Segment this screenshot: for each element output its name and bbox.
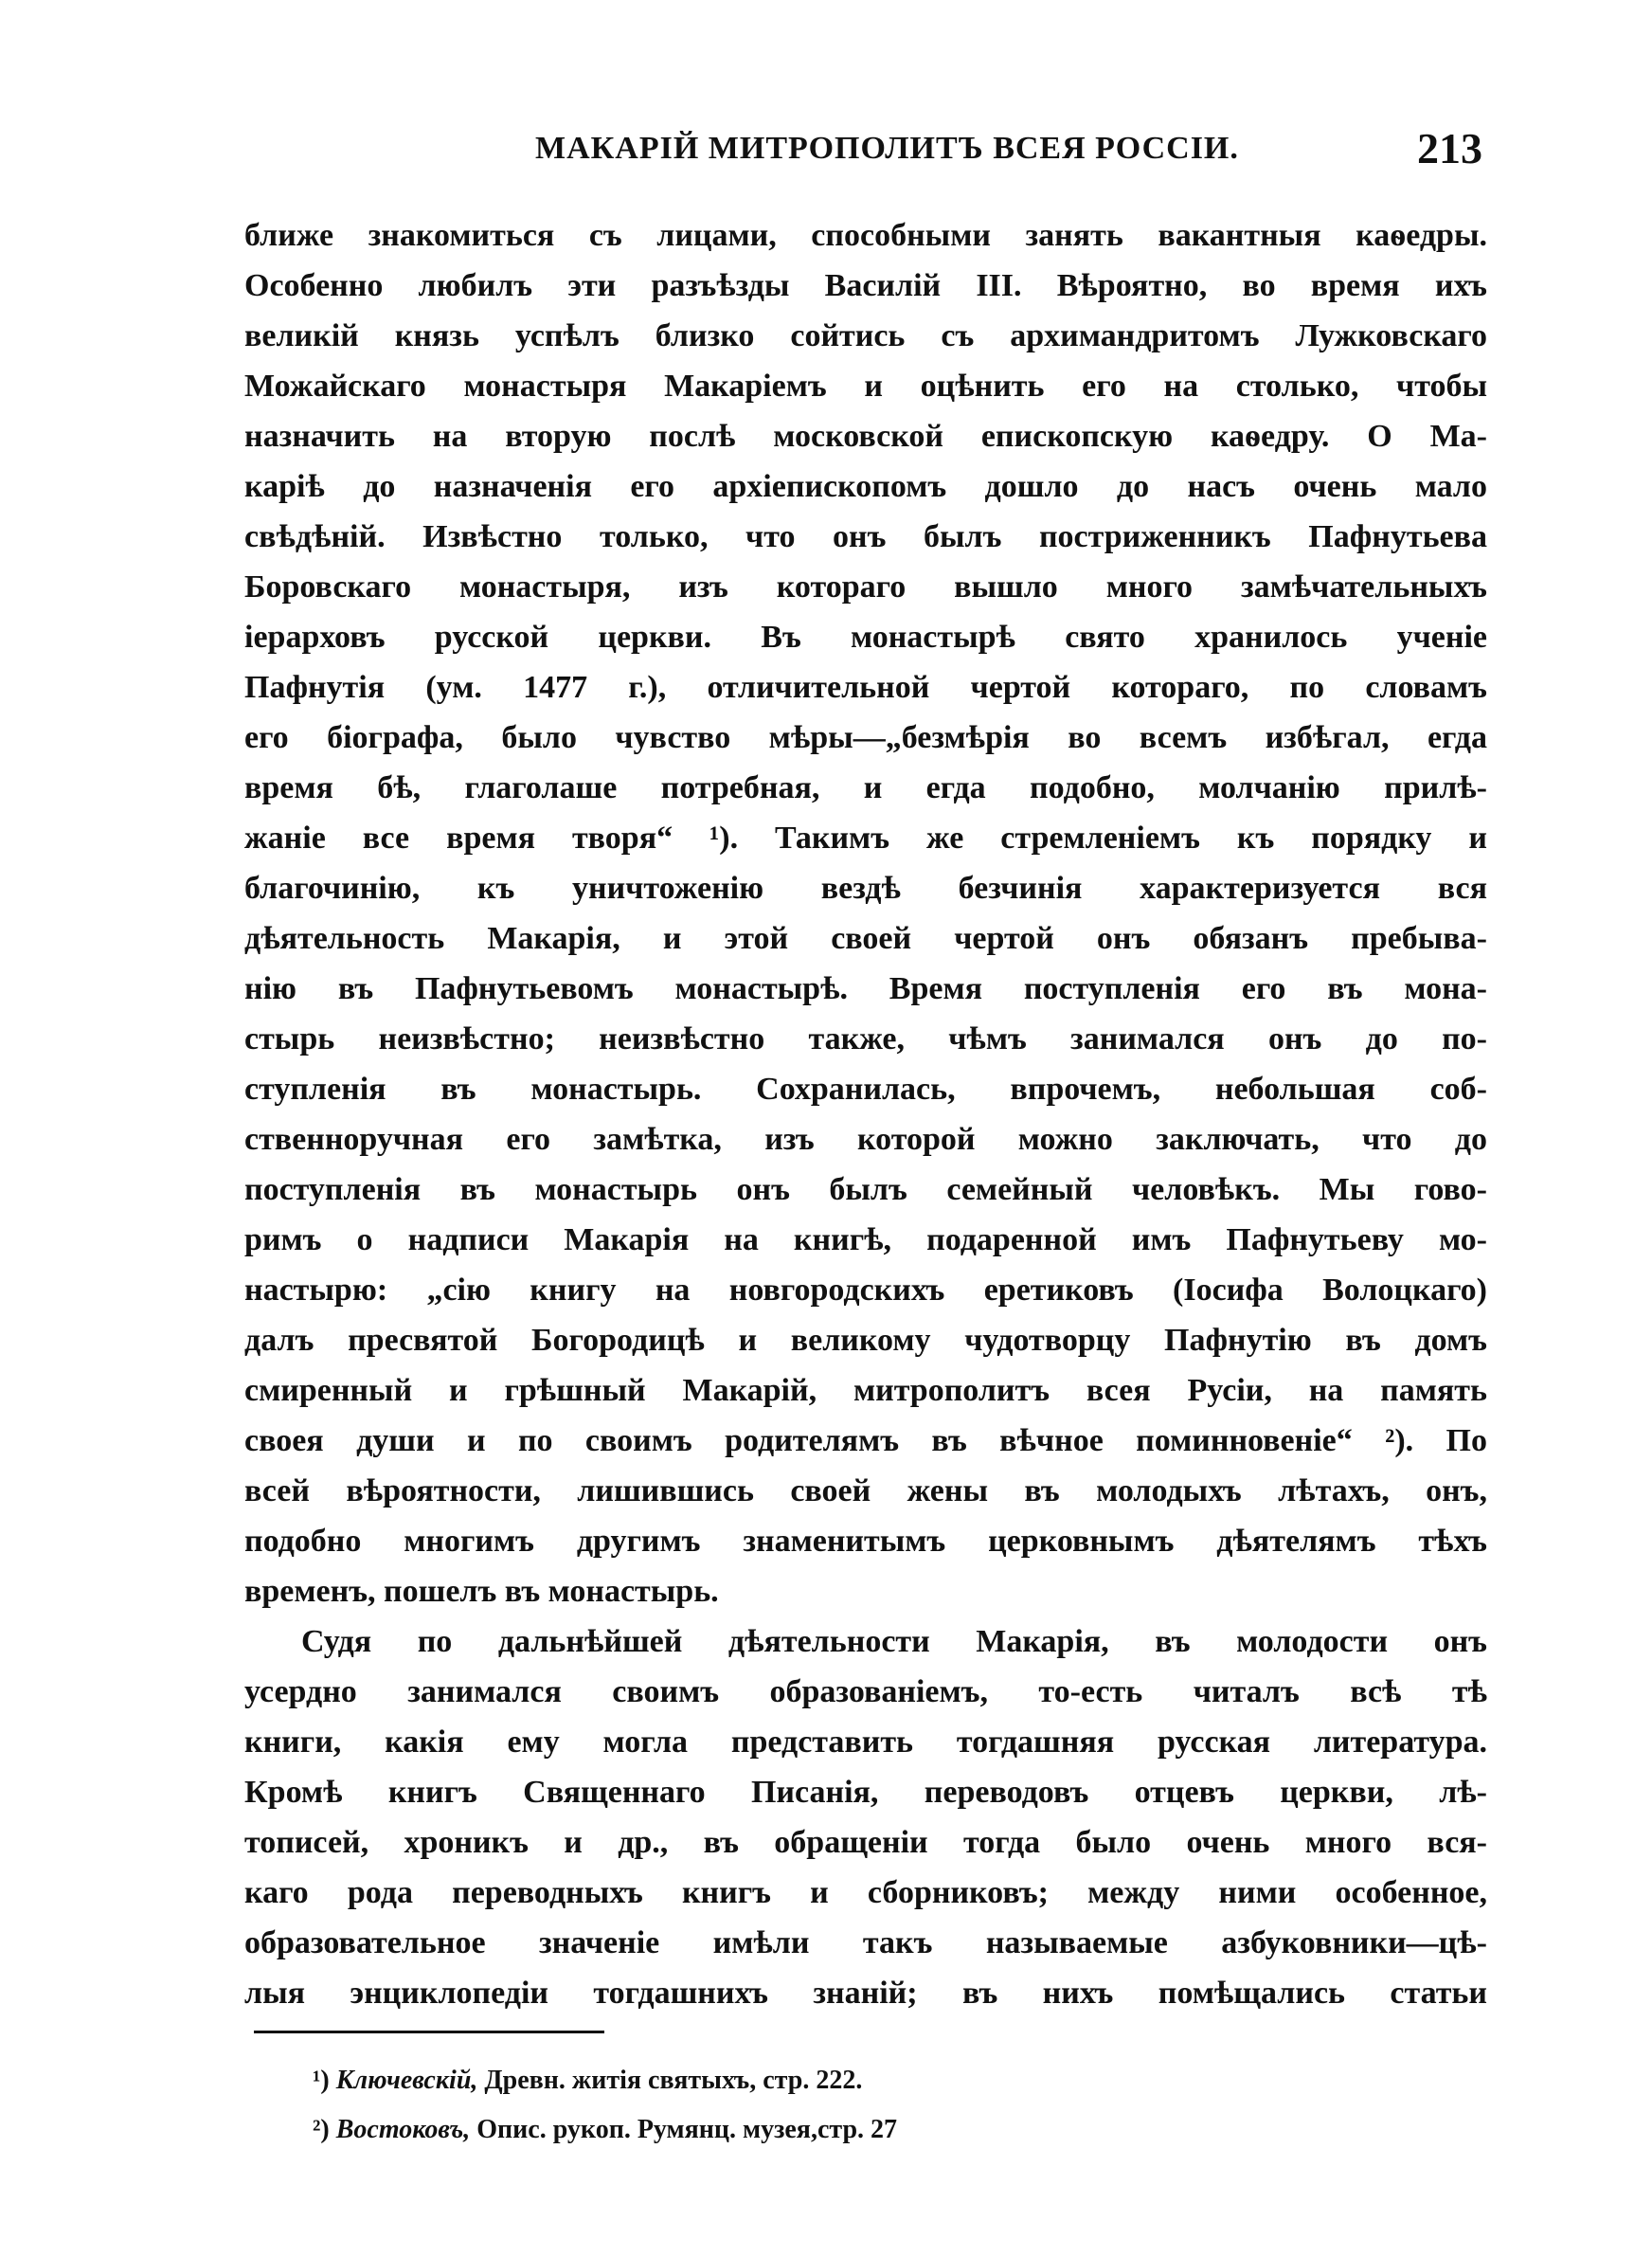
text-line: Кромѣ книгъ Священнаго Писанія, переводовъ отцевъ церкви, лѣ- (244, 1775, 1487, 1810)
text-line: настырю: „сію книгу на новгородскихъ еретиковъ (Іосифа Волоцкаго) (244, 1273, 1487, 1308)
text-line: далъ пресвятой Богородицѣ и великому чудотворцу Пафнутію въ домъ (244, 1323, 1487, 1358)
footnote-2 (313, 2105, 1165, 2155)
text-line: Боровскаго монастыря, изъ котораго вышло много замѣчательныхъ (244, 569, 1487, 605)
text-line: подобно многимъ другимъ знаменитымъ церковнымъ дѣятелямъ тѣхъ (244, 1524, 1487, 1559)
text-line: Особенно любилъ эти разъѣзды Василій III. Вѣроятно, во время ихъ (244, 268, 1487, 303)
footnote-mark: ¹) (313, 2066, 330, 2095)
text-line: лыя энциклопедіи тогдашнихъ знаній; въ нихъ помѣщались статьи (244, 1976, 1487, 2011)
text-line: Можайскаго монастыря Макаріемъ и оцѣнить его на столько, чтобы (244, 369, 1487, 404)
paragraph-1 (244, 210, 1487, 1616)
text-line: благочинію, къ уничтоженію вездѣ безчинія характеризуется вся (244, 871, 1487, 906)
paragraph-2 (244, 1616, 1487, 2018)
text-line: римъ о надписи Макарія на книгѣ, подаренной имъ Пафнутьеву мо- (244, 1222, 1487, 1257)
text-line: временъ, пошелъ въ монастырь. (244, 1574, 719, 1609)
footnote-text: Опис. рукоп. Румянц. музея,стр. 27 (476, 2115, 898, 2144)
text-line: іерарховъ русской церкви. Въ монастырѣ свято хранилось ученіе (244, 620, 1487, 655)
text-line: Пафнутія (ум. 1477 г.), отличительной чертой котораго, по словамъ (244, 670, 1487, 705)
text-line: дѣятельность Макарія, и этой своей чертой онъ обязанъ пребыва- (244, 921, 1487, 956)
text-line: всей вѣроятности, лишившись своей жены въ молодыхъ лѣтахъ, онъ, (244, 1473, 1487, 1508)
footnote-mark: ²) (313, 2115, 330, 2144)
text-line: каріѣ до назначенія его архіепископомъ дошло до насъ очень мало (244, 469, 1487, 504)
page-number: 213 (1417, 124, 1482, 172)
text-line: жаніе все время творя“ ¹). Такимъ же стремленіемъ къ порядку и (244, 821, 1487, 856)
text-line: своея души и по своимъ родителямъ въ вѣчное поминновеніе“ ²). По (244, 1423, 1487, 1458)
text-line: ступленія въ монастырь. Сохранилась, впрочемъ, небольшая соб- (244, 1072, 1487, 1107)
text-line: тописей, хроникъ и др., въ обращеніи тогда было очень много вся- (244, 1825, 1487, 1860)
text-line: назначить на вторую послѣ московской епископскую каѳедру. О Ма- (244, 419, 1487, 454)
text-line: Судя по дальнѣйшей дѣятельности Макарія, въ молодости онъ (301, 1624, 1487, 1659)
footnote-author: Ключевскій, (335, 2066, 478, 2095)
text-line: смиренный и грѣшный Макарій, митрополитъ всея Русіи, на память (244, 1373, 1487, 1408)
footnotes (313, 2056, 1165, 2155)
text-line: каго рода переводныхъ книгъ и сборниковъ; между ними особенное, (244, 1875, 1487, 1910)
text-line: свѣдѣній. Извѣстно только, что онъ былъ постриженникъ Пафнутьева (244, 519, 1487, 554)
text-line: поступленія въ монастырь онъ былъ семейный человѣкъ. Мы гово- (244, 1172, 1487, 1207)
running-head (251, 123, 1482, 180)
text-line: ственноручная его замѣтка, изъ которой можно заключать, что до (244, 1122, 1487, 1157)
body-text (244, 210, 1487, 2018)
text-line: усердно занимался своимъ образованіемъ, то-есть читалъ всѣ тѣ (244, 1674, 1487, 1709)
text-line: нію въ Пафнутьевомъ монастырѣ. Время поступленія его въ мона- (244, 971, 1487, 1006)
running-title: МАКАРІЙ МИТРОПОЛИТЪ ВСЕЯ РОССІИ. (535, 131, 1239, 166)
text-line: время бѣ, глаголаше потребная, и егда подобно, молчанію прилѣ- (244, 770, 1487, 805)
text-line: ближе знакомиться съ лицами, способными занять вакантныя каѳедры. (244, 218, 1487, 253)
text-line: его біографа, было чувство мѣры—„безмѣрія во всемъ избѣгал, егда (244, 720, 1487, 755)
text-line: стырь неизвѣстно; неизвѣстно также, чѣмъ занимался онъ до по- (244, 1021, 1487, 1056)
text-line: великій князь успѣлъ близко сойтись съ архимандритомъ Лужковскаго (244, 318, 1487, 353)
footnote-author: Востоковъ, (335, 2115, 471, 2144)
footnote-text: Древн. житія святыхъ, стр. 222. (484, 2066, 863, 2095)
footnote-1 (313, 2056, 1165, 2105)
text-line: образовательное значеніе имѣли такъ называемые азбуковники—цѣ- (244, 1925, 1487, 1960)
text-line: книги, какія ему могла представить тогдашняя русская литература. (244, 1724, 1487, 1760)
footnote-separator (254, 2031, 604, 2033)
